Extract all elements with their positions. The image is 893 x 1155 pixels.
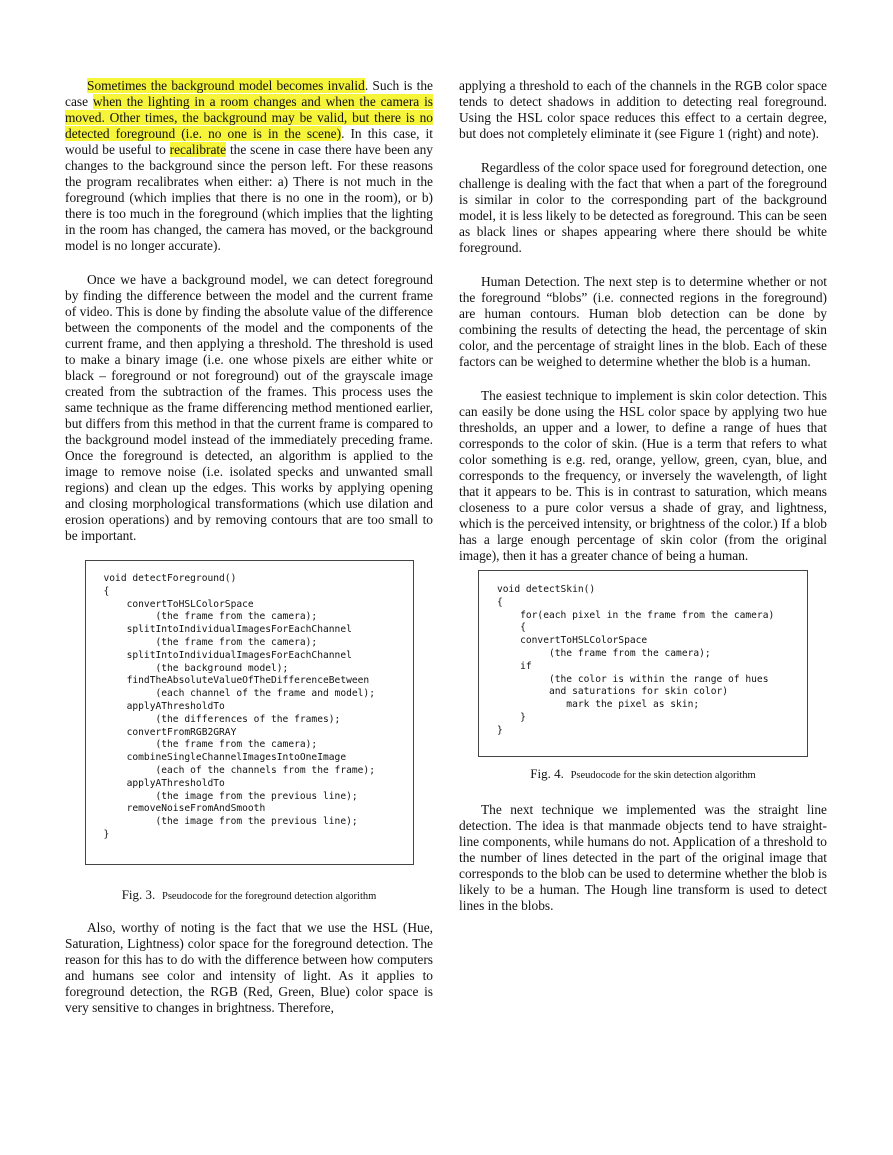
- figure-caption-text: Pseudocode for the skin detection algorithm: [570, 770, 756, 781]
- paragraph-skin-detection: The easiest technique to implement is skin color detection. This can easily be done using the HSL color space by applying two hue thresholds, an upper and a lower, to define a range of hues that corresponds to the color of skin. (Hue is a term that refers to what color something is e.g. red, orange, yellow, green, cyan, blue, and corresponds to the frequency, or inversely the wavelength, of light that it appears to be. This is in contrast to saturation, which means closeness to a pure color versus a shade of gray, and lightness, which is the perceived intensity, or brightness of the color.) If a blob has a large enough percentage of skin color (from the original image), then it has a greater chance of being a human.: [459, 388, 827, 563]
- paragraph-straight-line-detection: The next technique we implemented was the straight line detection. The idea is that manmade objects tend to have straight-line components, while humans do not. Application of a threshold to the number of lines detected in the part of the original image that corresponds to the blob can be used to determine whether the blob is likely to be a human. The Hough line transform is used to detect lines in the blobs.: [459, 802, 827, 913]
- paragraph-color-space-challenge: Regardless of the color space used for foreground detection, one challenge is dealing with the fact that when a part of the foreground is similar in color to the corresponding part of the background model, it is less likely to be detected as foreground. This can be seen as black lines or shapes appearing where there should be white foreground.: [459, 160, 827, 255]
- code-box-fig4: [478, 570, 808, 757]
- code-box-fig3: [85, 560, 414, 865]
- figure-3-caption: [65, 887, 433, 905]
- body-text: the scene in case there have been any changes to the background since the person left. For these reasons the program recalibrates when either: a) There is not much in the foreground (which implies that there is no one in the room), or b) there is too much in the foreground (which implies that the lighting in the room has changed, the camera has moved, or the background model is no longer accurate).: [65, 142, 433, 253]
- right-column: [459, 78, 827, 914]
- body-text: . In this case, it would be useful to: [65, 126, 433, 157]
- left-column: [65, 78, 433, 1016]
- highlighted-text: Sometimes the background model becomes invalid: [87, 78, 365, 93]
- paragraph-foreground-detection: Once we have a background model, we can detect foreground by finding the difference between the model and the current frame of video. This is done by finding the absolute value of the difference between the components of the model and the components of the current frame, and then applying a threshold. The threshold is used to make a binary image (i.e. one whose pixels are either white or black – foreground or not foreground) out of the grayscale image created from the subtraction of the frames. This process uses the same technique as the frame differencing method mentioned earlier, but differs from this method in that the current frame is compared to the background model instead of the immediately preceding frame. Once the foreground is detected, an algorithm is applied to the image to remove noise (i.e. isolated specks and unwanted small regions) and clean up the edges. This works by applying opening and closing morphological transformations (which use dilation and erosion operations) and by removing contours that are too small to be important.: [65, 272, 433, 543]
- highlighted-text: when the lighting in a room changes and when the camera is moved. Other times, the background may be valid, but there is no detected foreground (i.e. no one is in the scene): [65, 94, 433, 141]
- paragraph-hsl-color-space: Also, worthy of noting is the fact that we use the HSL (Hue, Saturation, Lightness) color space for the foreground detection. The reason for this has to do with the difference between how computers and humans see color and intensity of light. As it applies to foreground detection, the RGB (Red, Green, Blue) color space is very sensitive to changes in brightness. Therefore,: [65, 920, 433, 1015]
- paragraph-background-invalid: [65, 78, 433, 254]
- body-text: . Such is the case: [65, 78, 433, 109]
- figure-label: Fig. 4.: [530, 766, 564, 781]
- figure-caption-text: Pseudocode for the foreground detection algorithm: [161, 891, 377, 902]
- code-listing-detect-skin: void detectSkin() { for(each pixel in the frame from the camera) { convertToHSLColorSpace (the frame from the camera); if (the color is within the range of hues and saturations for skin color) mark the pixel as skin; } }: [497, 584, 775, 736]
- figure-4-caption: [459, 766, 827, 784]
- figure-label: Fig. 3.: [121, 887, 156, 902]
- highlighted-text: recalibrate: [169, 142, 227, 157]
- paragraph-human-detection: Human Detection. The next step is to determine whether or not the foreground “blobs” (i.e. connected regions in the foreground) are human contours. Human blob detection can be done by combining the results of detecting the head, the percentage of skin color, and the percentage of straight lines in the blob. Each of these factors can be weighed to determine whether the blob is a human.: [459, 274, 827, 369]
- code-listing-detect-foreground: void detectForeground() { convertToHSLColorSpace (the frame from the camera); splitIntoIndividualImagesForEachChannel (the frame from the camera); splitIntoIndividualImagesForEachChannel (the background model); findTheAbsoluteValueOfTheDifferenceBetween (each channel of the frame and model); applyAThresholdTo (the differences of the frames); convertFromRGB2GRAY (the frame from the camera); combineSingleChannelImagesIntoOneImage (each of the channels from the frame); applyAThresholdTo (the image from the previous line); removeNoiseFromAndSmooth (the image from the previous line); }: [103, 573, 375, 840]
- paragraph-rgb-threshold: applying a threshold to each of the channels in the RGB color space tends to detect shadows in addition to detecting real foreground. Using the HSL color space reduces this effect to a certain degree, but does not completely eliminate it (see Figure 1 (right) and note).: [459, 78, 827, 141]
